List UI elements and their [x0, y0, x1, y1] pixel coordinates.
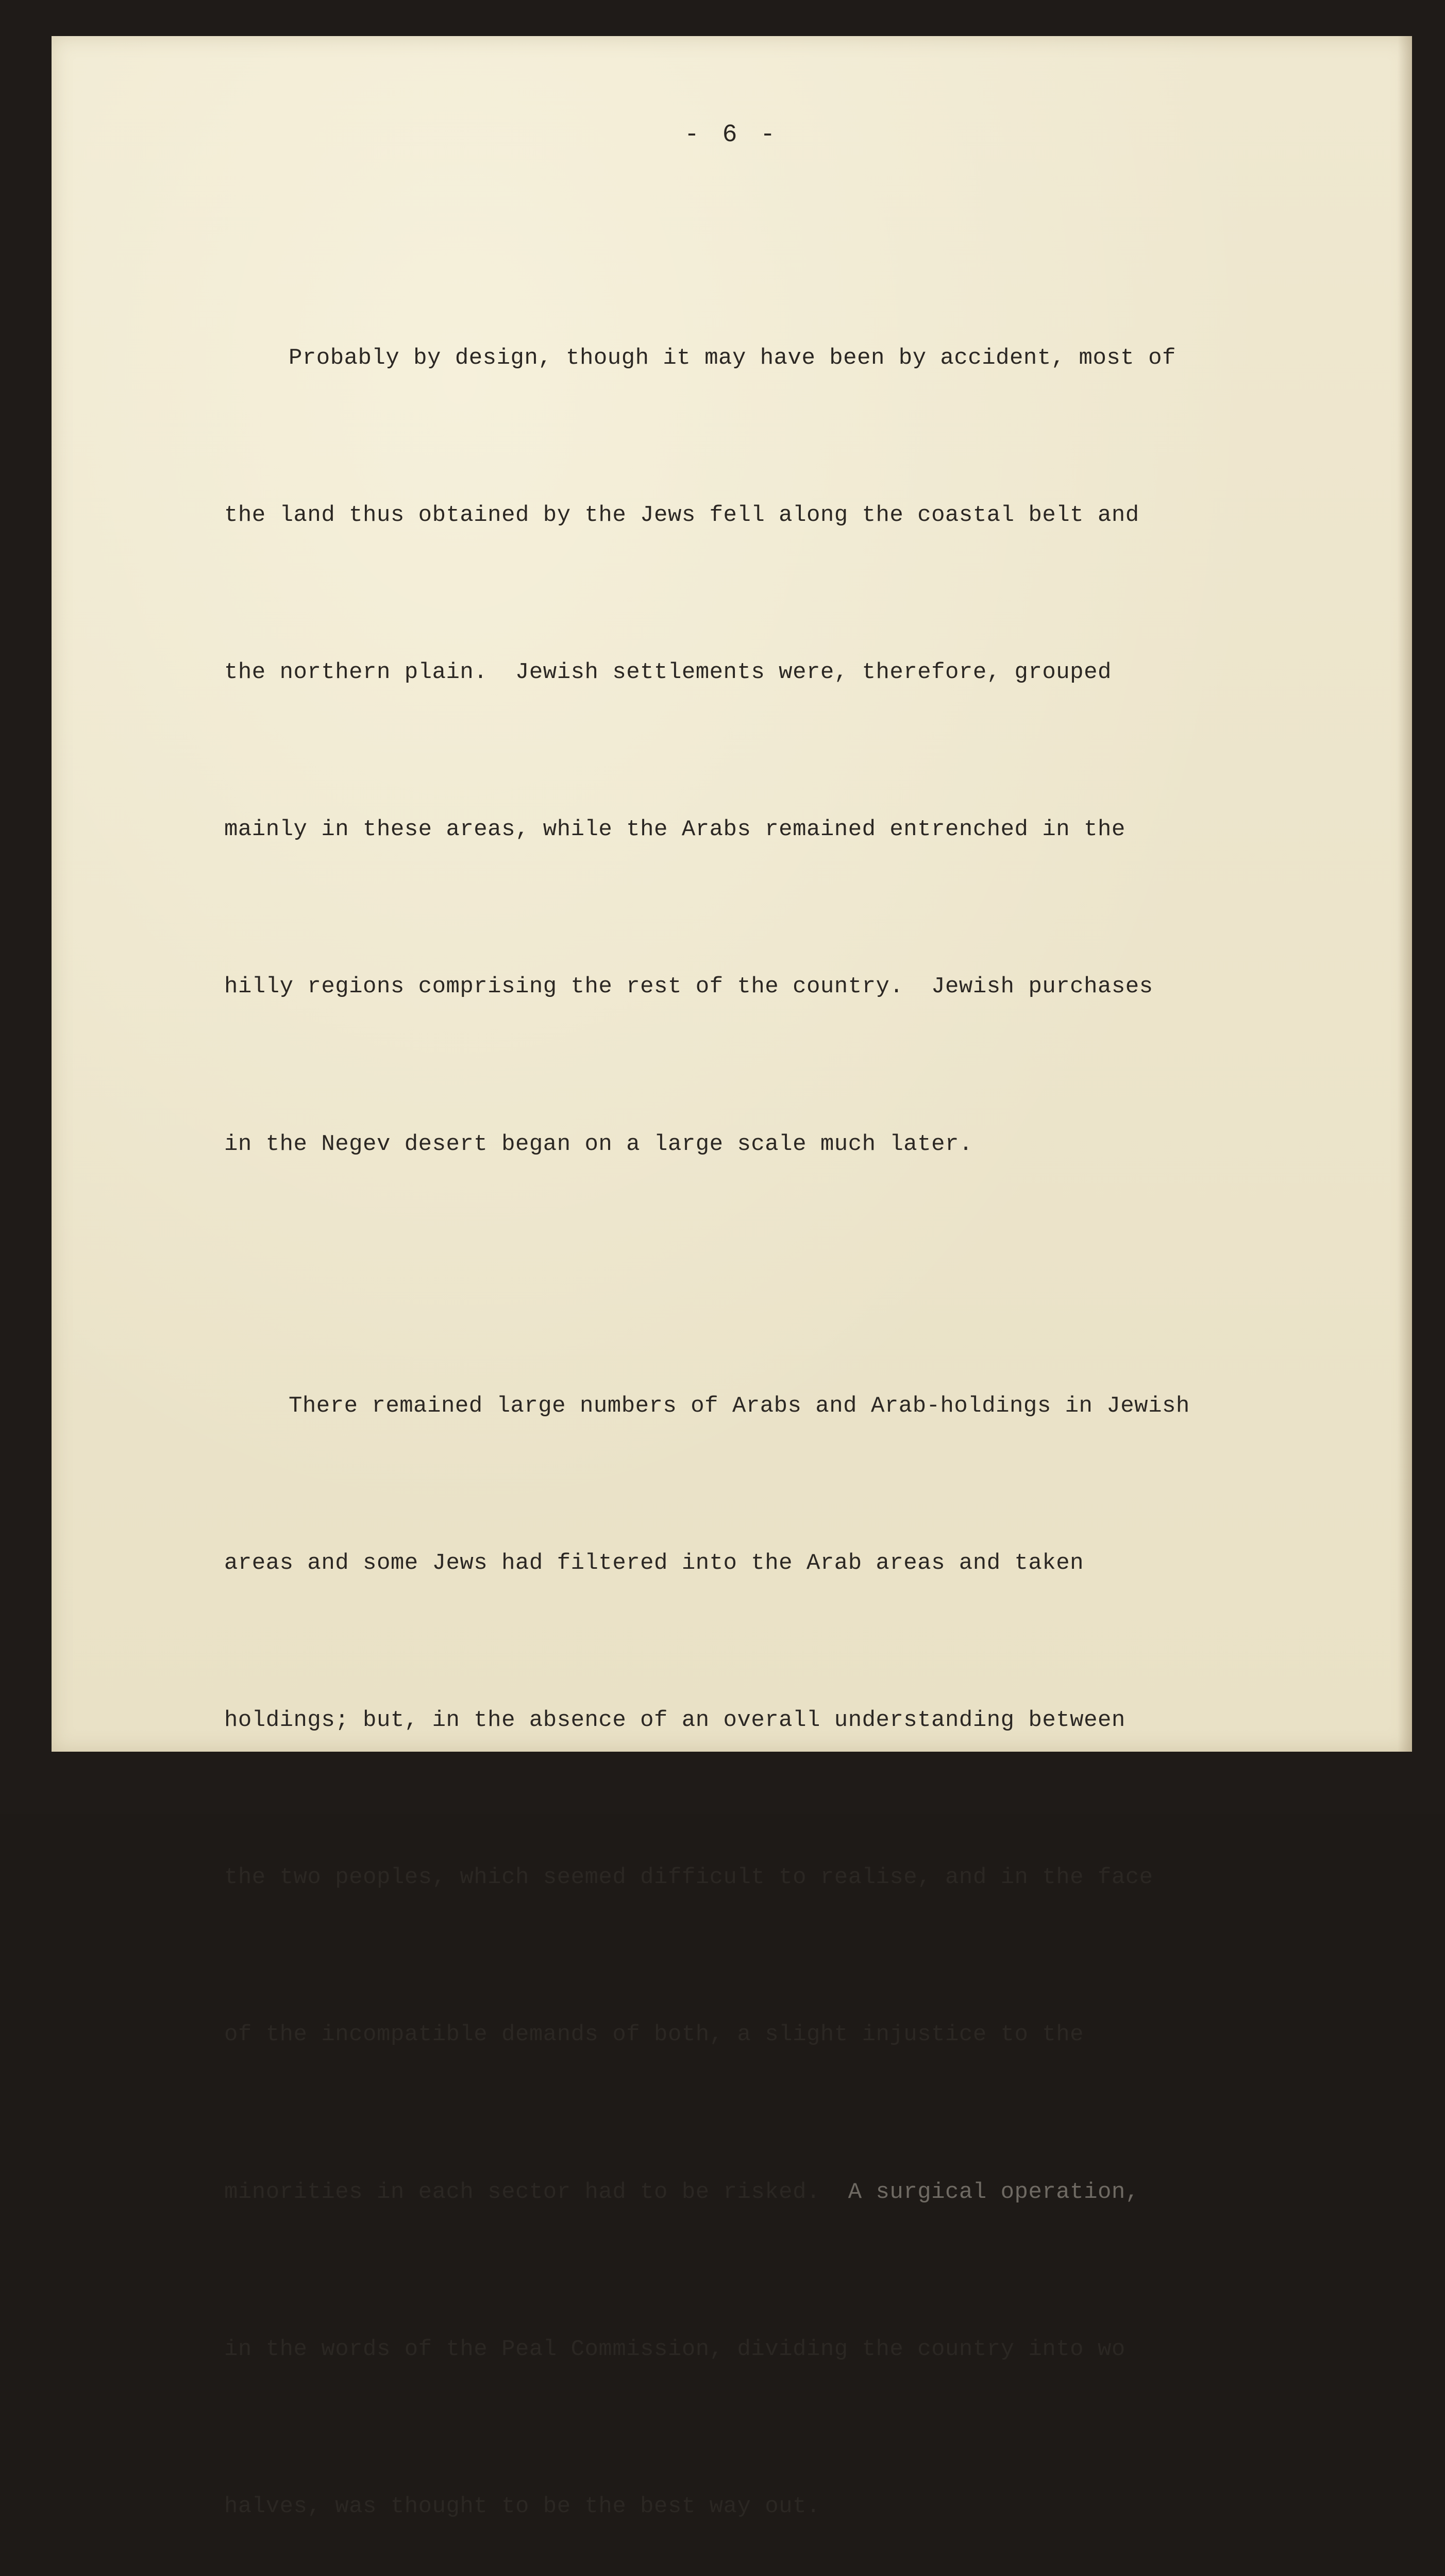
text-line: mainly in these areas, while the Arabs remained entrenched in the — [224, 817, 1125, 843]
text-line: in the Negev desert began on a large scale much later. — [224, 1131, 973, 1157]
text-line: the northern plain. Jewish settlements were, therefore, grouped — [224, 659, 1112, 686]
text-line: Probably by design, though it may have been by accident, most of — [289, 345, 1176, 371]
text-line: the land thus obtained by the Jews fell along the coastal belt and — [224, 502, 1139, 529]
paper-edge-shadow — [1398, 36, 1412, 1752]
text-line: in the words of the Peal Commission, dividing the country into wo — [224, 2336, 1125, 2362]
text-line: There remained large numbers of Arabs and Arab-holdings in Jewish — [289, 1393, 1190, 1419]
text-line: areas and some Jews had filtered into the Arab areas and taken — [224, 1550, 1084, 1577]
text-line: hilly regions comprising the rest of the country. Jewish purchases — [224, 974, 1153, 1000]
body-text — [224, 175, 1358, 2576]
text-line: the two peoples, which seemed difficult to realise, and in the face — [224, 1865, 1153, 1891]
typewritten-page — [52, 36, 1412, 2519]
faint-text-segment: A surgical operation, — [848, 2179, 1139, 2205]
text-line-mixed — [224, 2166, 1358, 2219]
text-segment: minorities in each sector had to be risked. — [224, 2179, 848, 2205]
text-line: halves, was thought to be the best way out. — [224, 2493, 820, 2519]
text-line: of the incompatible demands of both, a slight injustice to the — [224, 2022, 1084, 2048]
text-line: holdings; but, in the absence of an overall understanding between — [224, 1707, 1125, 1734]
page-number: - 6 - — [684, 121, 780, 149]
